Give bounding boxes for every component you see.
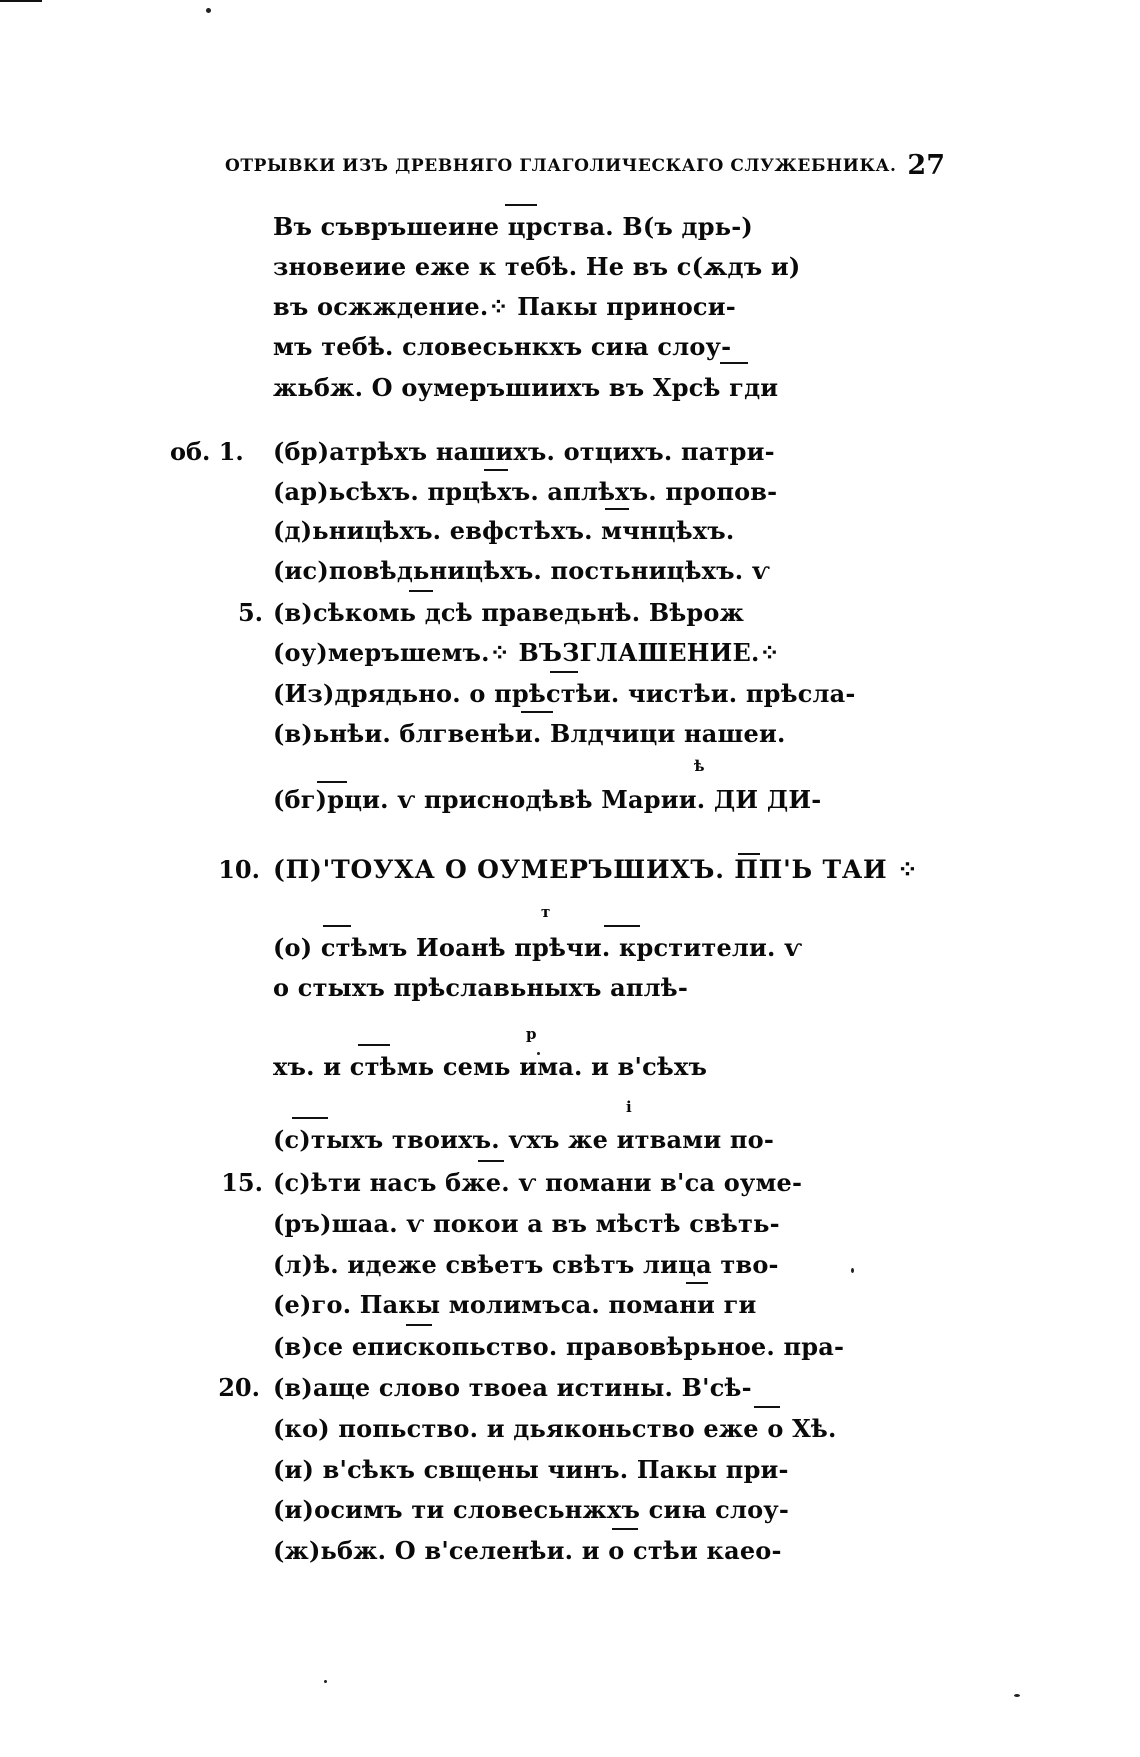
section-heading: (П)'ТОУХА О ОУМЕРЪШИХЪ. ПП'Ь ТАИ ⁘ (273, 855, 919, 884)
superscript-letter: і (626, 1098, 632, 1116)
line-text: (ис)повѣдьницѣхъ. постьницѣхъ. ѵ (273, 556, 771, 585)
line-text: (в)ьнѣи. блгвенѣи. Влдчици нашеи. (273, 719, 786, 748)
line-text: (оу)меръшемъ.⁘ ВЪЗГЛАШЕНИЕ.⁘ (273, 638, 780, 667)
line-text: въ осжждение.⁘ Пакы приноси- (273, 292, 736, 321)
line-number: 10. (218, 855, 260, 884)
page-speck (1014, 1694, 1020, 1697)
titlo-mark (604, 925, 640, 927)
titlo-mark (406, 1324, 432, 1326)
titlo-mark (484, 469, 508, 471)
line-text: (л)ѣ. идеже свѣетъ свѣтъ лица тво- (273, 1250, 779, 1279)
corner-rule (0, 0, 42, 2)
titlo-mark (612, 1528, 638, 1530)
page-speck (851, 1268, 854, 1273)
line-text: (бр)атрѣхъ нашихъ. отцихъ. патри- (273, 437, 775, 466)
line-text: Въ съвръшеине црства. В(ъ дрь-) (273, 212, 753, 241)
line-number: 5. (237, 598, 263, 627)
line-text: (бг)рци. ѵ приснодѣвѣ Марии. ДИ ДИ- (273, 785, 822, 814)
line-number: 20. (218, 1373, 260, 1402)
line-number: 15. (221, 1168, 263, 1197)
line-text: (ръ)шаа. ѵ покои а въ мѣстѣ свѣть- (273, 1209, 780, 1238)
line-text: хъ. и стѣмь семь има. и в'сѣхъ (273, 1052, 708, 1081)
page-number: 27 (907, 150, 945, 181)
titlo-mark (754, 1406, 780, 1408)
line-text: (Из)дрядьно. о прѣстѣи. чистѣи. прѣсла- (273, 679, 856, 708)
line-text: зновеиие еже к тебѣ. Не въ с(ѫдъ и) (273, 252, 801, 281)
titlo-mark (292, 1117, 328, 1119)
line-text: (в)сѣкомь дсѣ праведьнѣ. Вѣрож (273, 598, 745, 627)
line-text: (д)ьницѣхъ. евфстѣхъ. мчнцѣхъ. (273, 516, 735, 545)
folio-marker: об. 1. (170, 437, 244, 466)
line-text: мъ тебѣ. словесьнкхъ сиꙗ слоу- (273, 332, 732, 361)
titlo-mark (605, 508, 629, 510)
line-text: (е)го. Пакы молимъса. помани ги (273, 1290, 757, 1319)
running-title: ОТРЫВКИ ИЗЪ ДРЕВНЯГО ГЛАГОЛИЧЕСКАГО СЛУЖЕБНИКА. (225, 156, 897, 176)
line-text: (ар)ьсѣхъ. прцѣхъ. аплѣхъ. пропов- (273, 477, 778, 506)
titlo-mark (720, 362, 748, 364)
line-text: (ко) попьство. и дьяконьство еже о Хѣ. (273, 1414, 837, 1443)
line-text: (в)аще слово твоеа истины. В'сѣ- (273, 1373, 752, 1402)
line-text: о стыхъ прѣславьныхъ аплѣ- (273, 973, 689, 1002)
page-speck (324, 1680, 327, 1683)
running-head (225, 150, 945, 180)
line-text: (с)ѣти насъ бже. ѵ помани в'са оуме- (273, 1168, 803, 1197)
titlo-mark (521, 711, 553, 713)
titlo-mark (505, 204, 537, 206)
superscript-letter: ѣ (694, 757, 705, 775)
titlo-mark (686, 1282, 708, 1284)
line-text: жьбж. О оумеръшиихъ въ Хрсѣ гди (273, 373, 779, 402)
line-text: (и)осимъ ти словесьнжхъ сиꙗ слоу- (273, 1495, 790, 1524)
titlo-mark (550, 671, 578, 673)
titlo-mark (323, 925, 351, 927)
titlo-mark (317, 781, 347, 783)
line-text: (о) стѣмъ Иоанѣ прѣчи. крстители. ѵ (273, 933, 803, 962)
titlo-mark (358, 1044, 390, 1046)
line-text: (в)се епископьство. правовѣрьное. пра- (273, 1332, 845, 1361)
line-text: (с)тыхъ твоихъ. ѵхъ же итвами по- (273, 1125, 775, 1154)
titlo-mark (409, 590, 433, 592)
superscript-letter: т (541, 903, 551, 921)
superscript-letter: р (526, 1025, 537, 1043)
titlo-mark (478, 1160, 504, 1162)
line-text: (и) в'сѣкъ свщены чинъ. Пакы при- (273, 1455, 789, 1484)
titlo-mark (738, 853, 760, 855)
line-text: (ж)ьбж. О в'селенѣи. и о стѣи каео- (273, 1536, 782, 1565)
page-speck (206, 8, 211, 13)
